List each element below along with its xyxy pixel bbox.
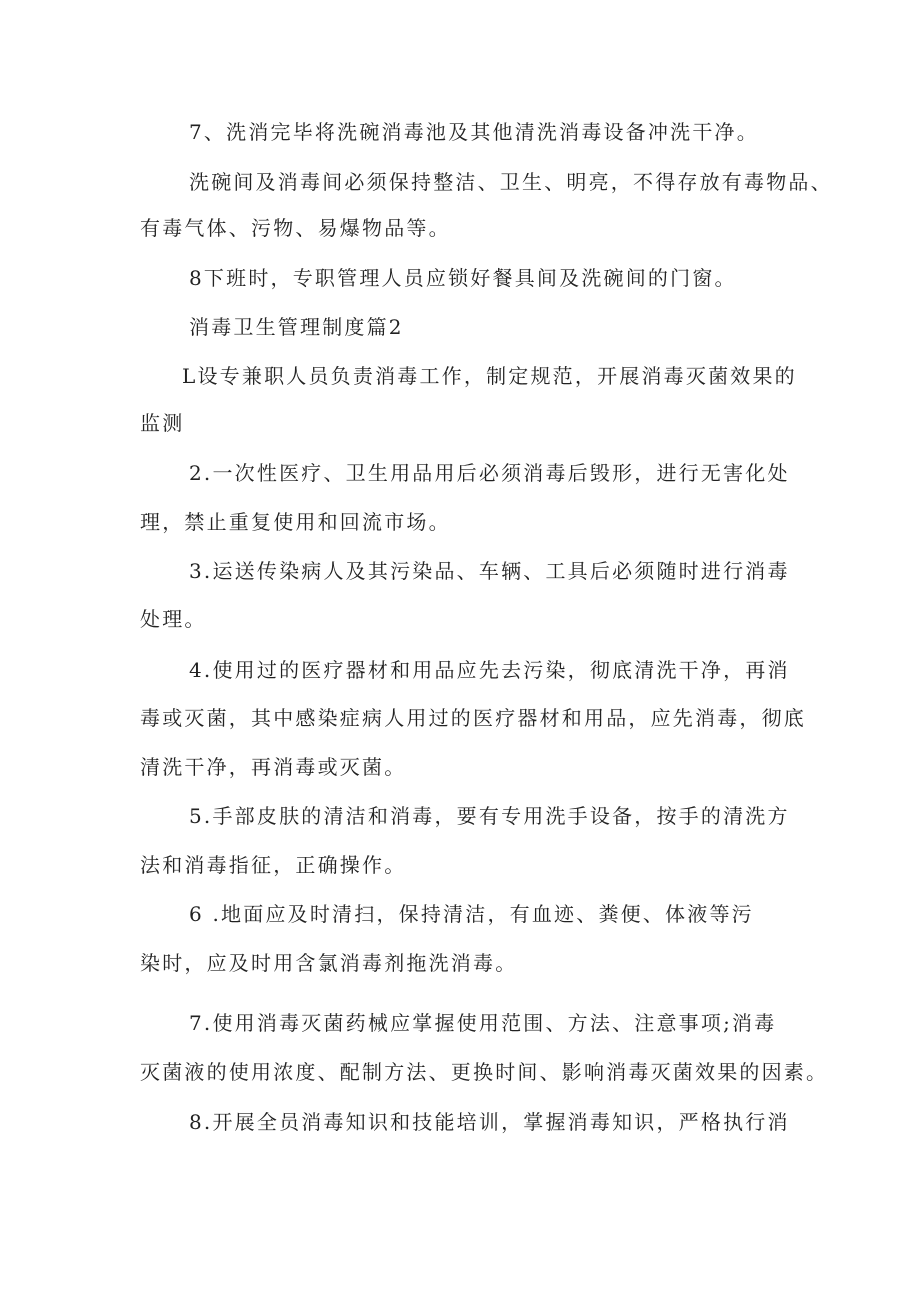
text-line: 2.一次性医疗、卫生用品用后必须消毒后毁形，进行无害化处	[189, 461, 790, 485]
text-line: 8.开展全员消毒知识和技能培训，掌握消毒知识，严格执行消	[189, 1110, 790, 1134]
section-heading: 消毒卫生管理制度篇2	[189, 315, 404, 339]
text-line: 7、洗消完毕将洗碗消毒池及其他清洗消毒设备冲洗干净。	[189, 120, 759, 144]
text-line: 7.使用消毒灭菌药械应掌握使用范围、方法、注意事项;消毒	[189, 1011, 777, 1035]
text-line: 理，禁止重复使用和回流市场。	[140, 510, 451, 534]
text-line: 有毒气体、污物、易爆物品等。	[140, 216, 451, 240]
text-line: 8下班时，专职管理人员应锁好餐具间及洗碗间的门窗。	[189, 266, 737, 290]
text-line: 法和消毒指征，正确操作。	[140, 853, 407, 877]
text-line: L设专兼职人员负责消毒工作，制定规范，开展消毒灭菌效果的	[182, 364, 797, 388]
text-line: 毒或灭菌，其中感染症病人用过的医疗器材和用品，应先消毒，彻底	[140, 706, 806, 730]
text-line: 处理。	[140, 607, 207, 631]
text-line: 监测	[140, 411, 185, 435]
text-line: 灭菌液的使用浓度、配制方法、更换时间、影响消毒灭菌效果的因素。	[140, 1060, 829, 1084]
text-line: 4.使用过的医疗器材和用品应先去污染，彻底清洗干净，再消	[189, 658, 790, 682]
text-line: 清洗干净，再消毒或灭菌。	[140, 755, 407, 779]
text-line: 染时，应及时用含氯消毒剂拖洗消毒。	[140, 951, 518, 975]
text-line: 洗碗间及消毒间必须保持整洁、卫生、明亮，不得存放有毒物品、	[189, 170, 833, 194]
text-line: 3.运送传染病人及其污染品、车辆、工具后必须随时进行消毒	[189, 559, 790, 583]
text-line: 5.手部皮肤的清洁和消毒，要有专用洗手设备，按手的清洗方	[189, 804, 790, 828]
text-line: 6 .地面应及时清扫，保持清洁，有血迹、粪便、体液等污	[189, 902, 754, 926]
